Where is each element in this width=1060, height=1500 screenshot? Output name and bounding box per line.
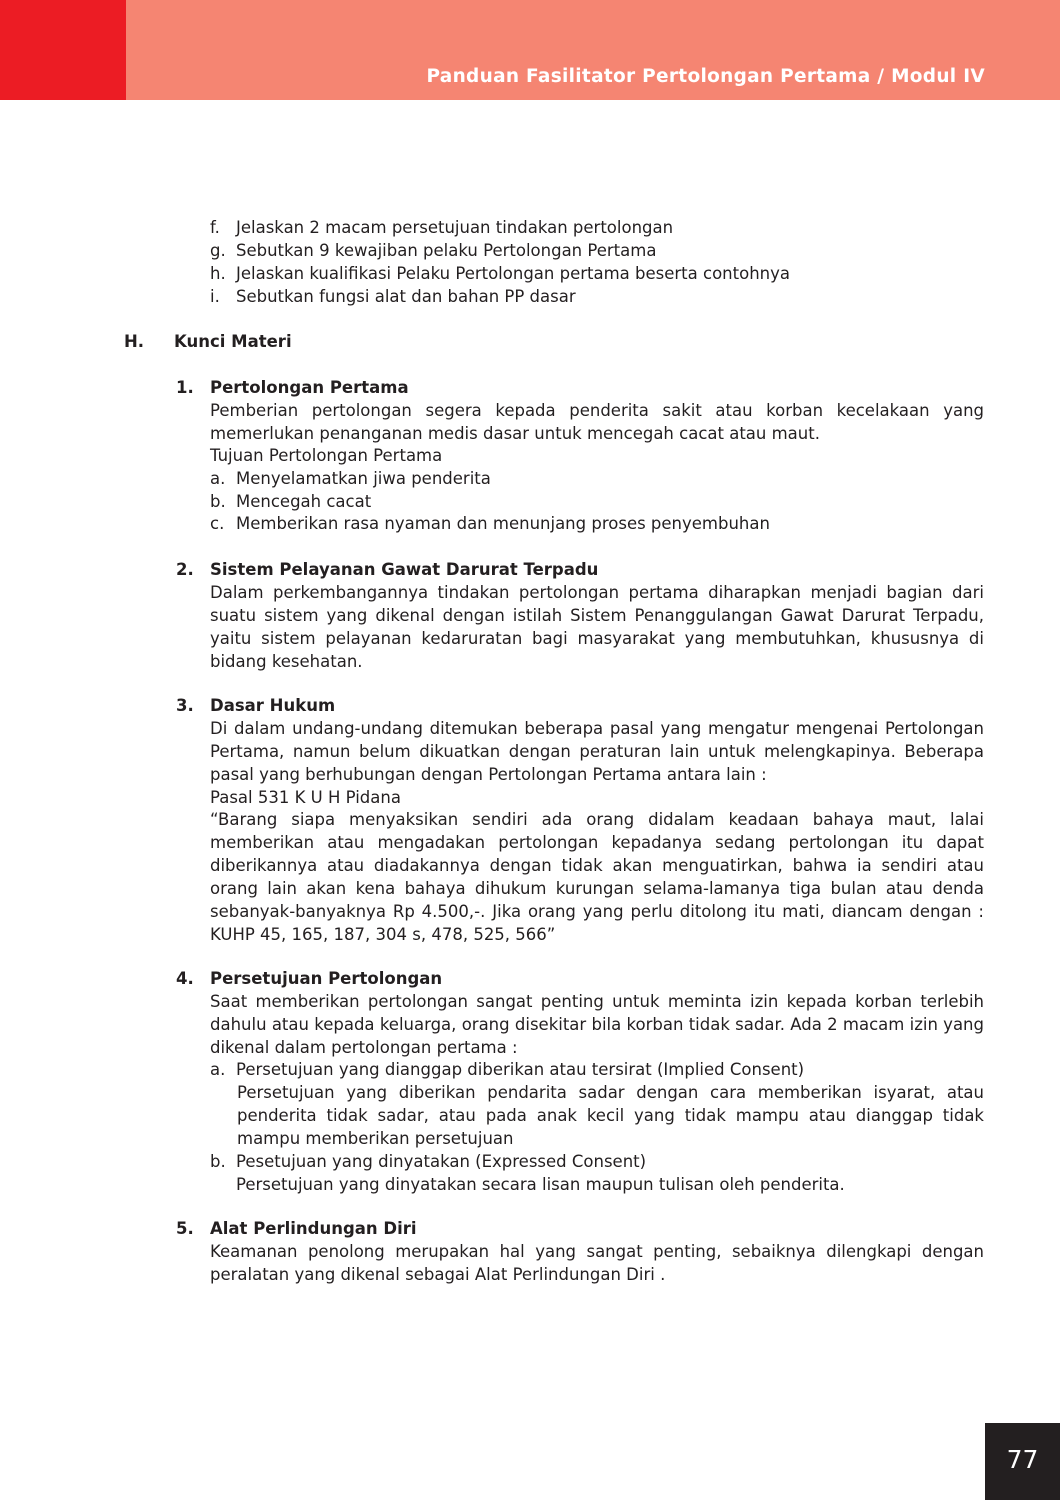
- list-text: Persetujuan yang dianggap diberikan atau tersirat (Implied Consent): [236, 1060, 805, 1079]
- item-title: Dasar Hukum: [210, 696, 336, 715]
- list-text: Sebutkan fungsi alat dan bahan PP dasar: [236, 287, 576, 306]
- item-paragraph: Saat memberikan pertolongan sangat penting untuk meminta izin kepada korban terlebih dahulu atau kepada keluarga, orang disekitar bila korban tidak sadar. Ada 2 macam izin yang dikenal dalam pertolongan pertama :: [210, 992, 984, 1057]
- list-marker: a.: [210, 469, 226, 488]
- item-number: 2.: [176, 560, 194, 579]
- item-paragraph: Dalam perkembangannya tindakan pertolongan pertama diharapkan menjadi bagian dari suatu sistem yang dikenal dengan istilah Sistem Penanggulangan Gawat Darurat Terpadu, yaitu sistem pelayanan kedaruratan bagi masyarakat yang membutuhkan, khususnya di bidang kesehatan.: [210, 583, 984, 671]
- list-text: Pesetujuan yang dinyatakan (Expressed Consent): [236, 1152, 647, 1171]
- item-number: 5.: [176, 1219, 194, 1238]
- pasal-reference: Pasal 531 K U H Pidana: [210, 788, 401, 807]
- item-title: Pertolongan Pertama: [210, 378, 409, 397]
- list-text: Jelaskan kualifikasi Pelaku Pertolongan pertama beserta contohnya: [236, 264, 790, 283]
- item-number: 3.: [176, 696, 194, 715]
- item-title: Persetujuan Pertolongan: [210, 969, 443, 988]
- list-marker: b.: [210, 1152, 226, 1171]
- list-marker: c.: [210, 514, 225, 533]
- item-paragraph: Keamanan penolong merupakan hal yang sangat penting, sebaiknya dilengkapi dengan peralatan yang dikenal sebagai Alat Perlindungan Diri .: [210, 1242, 984, 1284]
- page-number: 77: [1006, 1445, 1039, 1474]
- item-subtitle: Tujuan Pertolongan Pertama: [210, 446, 443, 465]
- consent-description: Persetujuan yang diberikan pendarita sadar dengan cara memberikan isyarat, atau penderita tidak sadar, atau pada anak kecil yang tidak mampu atau dianggap tidak mampu memberikan persetujuan: [237, 1083, 984, 1148]
- list-marker: i.: [210, 287, 220, 306]
- item-paragraph: Di dalam undang-undang ditemukan beberapa pasal yang mengatur mengenai Pertolongan Pertama, namun belum dikuatkan dengan peraturan lain untuk melengkapinya. Beberapa pasal yang berhubungan dengan Pertolongan Pertama antara lain :: [210, 719, 984, 784]
- header-title: Panduan Fasilitator Pertolongan Pertama / Modul IV: [426, 66, 985, 87]
- list-text: Sebutkan 9 kewajiban pelaku Pertolongan Pertama: [236, 241, 657, 260]
- consent-description: Persetujuan yang dinyatakan secara lisan maupun tulisan oleh penderita.: [236, 1175, 845, 1194]
- list-text: Mencegah cacat: [236, 492, 372, 511]
- list-marker: f.: [210, 218, 220, 237]
- list-text: Jelaskan 2 macam persetujuan tindakan pertolongan: [236, 218, 674, 237]
- page-header-band: [0, 0, 1060, 100]
- list-marker: a.: [210, 1060, 226, 1079]
- item-number: 1.: [176, 378, 194, 397]
- law-quote: “Barang siapa menyaksikan sendiri ada orang didalam keadaan bahaya maut, lalai memberikan atau mengadakan pertolongan kepadanya sedang pertolongan itu dapat diberikannya atau diadakannya dengan tidak akan menguatirkan, bahwa ia sendiri atau orang lain akan kena bahaya dihukum kurungan selama-lamanya tiga bulan atau denda sebanyak-banyaknya Rp 4.500,-. Jika orang yang perlu ditolong itu mati, diancam dengan : KUHP 45, 165, 187, 304 s, 478, 525, 566”: [210, 810, 984, 944]
- list-marker: h.: [210, 264, 226, 283]
- item-title: Alat Perlindungan Diri: [210, 1219, 417, 1238]
- item-title: Sistem Pelayanan Gawat Darurat Terpadu: [210, 560, 599, 579]
- list-text: Menyelamatkan jiwa penderita: [236, 469, 491, 488]
- section-title: Kunci Materi: [174, 332, 292, 351]
- list-marker: g.: [210, 241, 226, 260]
- item-number: 4.: [176, 969, 194, 988]
- header-red-block: [0, 0, 126, 100]
- page-number-box: [985, 1423, 1060, 1500]
- list-text: Memberikan rasa nyaman dan menunjang proses penyembuhan: [236, 514, 770, 533]
- list-marker: b.: [210, 492, 226, 511]
- section-letter: H.: [124, 332, 145, 351]
- item-paragraph: Pemberian pertolongan segera kepada penderita sakit atau korban kecelakaan yang memerlukan penanganan medis dasar untuk mencegah cacat atau maut.: [210, 401, 984, 443]
